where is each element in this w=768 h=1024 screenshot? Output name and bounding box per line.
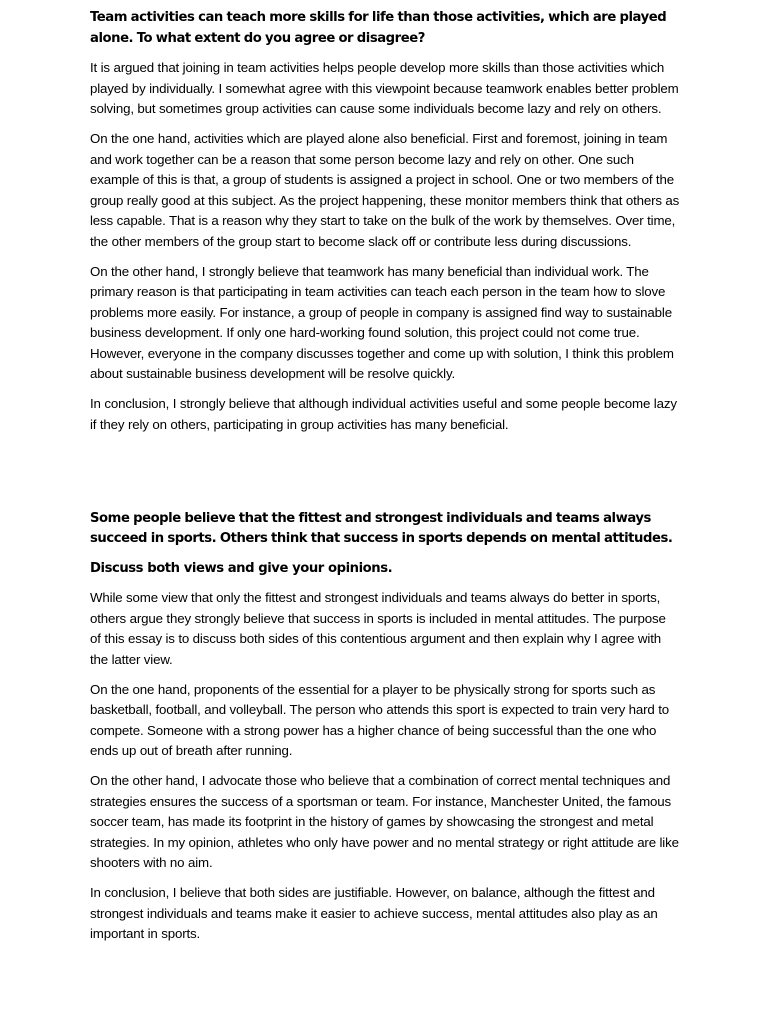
essay-paragraph: On the other hand, I advocate those who believe that a combination of correct mental techniques and strategies ensures the success of a sportsman or team. For instance, Manchester United, the famous soccer team, has made its footprint in the history of games by showcasing the strongest and metal strategies. In my opinion, athletes who only have power and no mental strategy or right attitude are like shooters with no aim. xyxy=(90,773,679,870)
essay-separator-space xyxy=(90,445,680,509)
essay-title: Some people believe that the fittest and strongest individuals and teams always succeed in sports. Others think that success in sports depends on mental attitudes. xyxy=(90,510,673,546)
essay-paragraph: On the one hand, activities which are played alone also beneficial. First and foremost, joining in team and work together can be a reason that some person become lazy and rely on other. One such example of this is that, a group of students is assigned a project in school. One or two members of the group really good at this subject. As the project happening, these monitor members think that others as less capable. That is a reason why they start to take on the bulk of the work by themselves. Over time, the other members of the group start to become slack off or contribute less during discussions. xyxy=(90,131,680,249)
essay-paragraph: On the one hand, proponents of the essential for a player to be physically strong for sports such as basketball, football, and volleyball. The person who attends this sport is expected to train very hard to compete. Someone with a strong power has a higher chance of being successful than the one who ends up out of breath after running. xyxy=(90,681,670,758)
essay-1 xyxy=(90,8,680,435)
essay-paragraph: On the other hand, I strongly believe that teamwork has many beneficial than individual work. The primary reason is that participating in team activities can teach each person in the team how to slove problems more easily. For instance, a group of people in company is assigned find way to sustainable business development. If only one hard-working found solution, this project could not come true. However, everyone in the company discusses together and come up with solution, I think this problem about sustainable business development will be resolve quickly. xyxy=(90,263,674,381)
essay-paragraph: It is argued that joining in team activities helps people develop more skills than those activities which played by individually. I somewhat agree with this viewpoint because teamwork enables better problem solving, but sometimes group activities can cause some individuals become lazy and rely on others. xyxy=(90,60,679,116)
essay-2 xyxy=(90,509,680,945)
document-page xyxy=(90,8,680,954)
essay-paragraph: In conclusion, I believe that both sides are justifiable. However, on balance, although the fittest and strongest individuals and teams make it easier to achieve success, mental attitudes also play as an important in sports. xyxy=(90,885,658,941)
essay-paragraph: While some view that only the fittest and strongest individuals and teams always do better in sports, others argue they strongly believe that success in sports is included in mental attitudes. The purpose of this essay is to discuss both sides of this contentious argument and then explain why I agree with the latter view. xyxy=(90,590,666,667)
essay-paragraph: In conclusion, I strongly believe that although individual activities useful and some people become lazy if they rely on others, participating in group activities has many beneficial. xyxy=(90,396,677,432)
essay-title: Team activities can teach more skills for life than those activities, which are played alone. To what extent do you agree or disagree? xyxy=(90,10,667,46)
essay-subtitle: Discuss both views and give your opinions. xyxy=(90,560,393,576)
